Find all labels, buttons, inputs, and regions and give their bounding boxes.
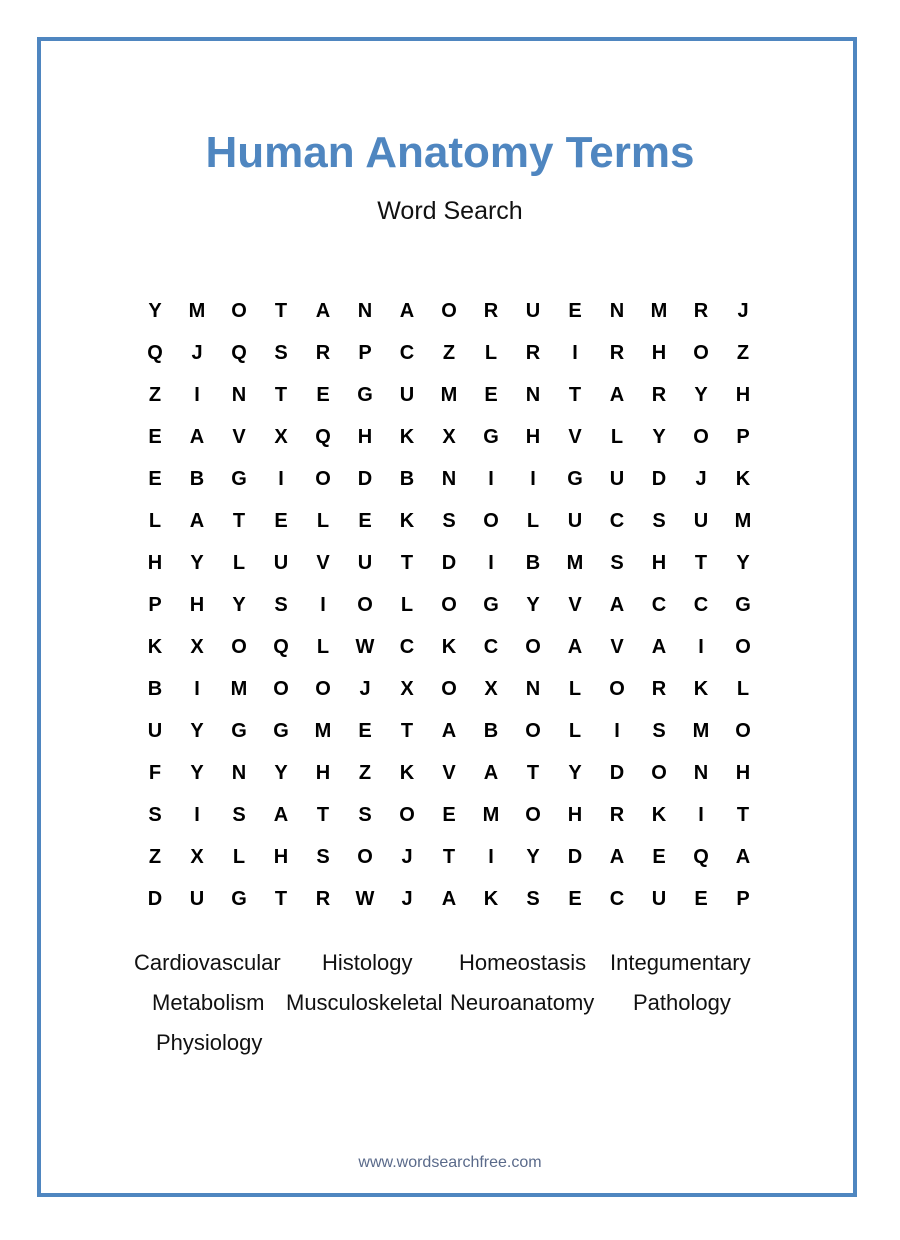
grid-cell: B [189, 467, 205, 490]
grid-cell: K [483, 887, 499, 910]
grid-cell: N [441, 467, 457, 490]
grid-cell: J [191, 341, 203, 364]
grid-cell: Q [147, 341, 163, 364]
grid-cell: X [190, 845, 204, 868]
grid-cell: E [568, 887, 582, 910]
grid-cell: S [316, 845, 330, 868]
grid-cell: R [651, 677, 667, 700]
grid-cell: X [400, 677, 414, 700]
grid-cell: I [278, 467, 284, 490]
grid-cell: P [736, 425, 750, 448]
grid-cell: Y [526, 845, 540, 868]
grid-cell: A [609, 383, 625, 406]
grid-cell: K [693, 677, 709, 700]
grid-cell: M [650, 299, 668, 322]
grid-cell: I [488, 551, 494, 574]
grid-cell: O [399, 803, 415, 826]
grid-cell: O [357, 593, 373, 616]
grid-cell: R [525, 341, 541, 364]
grid-cell: G [735, 593, 751, 616]
grid-cell: A [567, 635, 583, 658]
grid-cell: U [189, 887, 205, 910]
grid-cell: O [231, 299, 247, 322]
grid-cell: K [441, 635, 457, 658]
grid-cell: O [315, 677, 331, 700]
grid-cell: M [482, 803, 500, 826]
grid-cell: Y [652, 425, 666, 448]
grid-cell: J [737, 299, 749, 322]
grid-cell: S [232, 803, 246, 826]
grid-cell: T [274, 383, 288, 406]
grid-cell: N [693, 761, 709, 784]
grid-cell: X [442, 425, 456, 448]
grid-cell: Z [358, 761, 372, 784]
grid-cell: X [190, 635, 204, 658]
grid-cell: D [147, 887, 163, 910]
grid-cell: E [568, 299, 582, 322]
grid-cell: G [567, 467, 583, 490]
word-musculoskeletal: Musculoskeletal [286, 990, 443, 1015]
grid-cell: T [232, 509, 246, 532]
grid-cell: H [189, 593, 205, 616]
grid-cell: U [357, 551, 373, 574]
grid-cell: A [273, 803, 289, 826]
grid-cell: W [355, 635, 375, 658]
grid-cell: C [609, 509, 625, 532]
grid-cell: H [735, 761, 751, 784]
grid-cell: H [525, 425, 541, 448]
grid-cell: P [148, 593, 162, 616]
grid-cell: S [652, 509, 666, 532]
grid-cell: T [316, 803, 330, 826]
grid-cell: H [315, 761, 331, 784]
letter-grid [134, 290, 764, 920]
grid-cell: T [400, 719, 414, 742]
grid-cell: L [610, 425, 624, 448]
word-homeostasis: Homeostasis [459, 950, 587, 975]
grid-cell: R [693, 299, 709, 322]
grid-cell: T [694, 551, 708, 574]
grid-cell: L [484, 341, 498, 364]
grid-cell: I [614, 719, 620, 742]
grid-cell: S [652, 719, 666, 742]
grid-cell: I [194, 383, 200, 406]
grid-cell: O [525, 635, 541, 658]
grid-cell: A [189, 509, 205, 532]
page-title: Human Anatomy Terms [205, 128, 695, 177]
grid-cell: Y [526, 593, 540, 616]
grid-cell: Z [148, 845, 162, 868]
grid-cell: G [231, 467, 247, 490]
grid-cell: L [148, 509, 162, 532]
grid-cell: L [736, 677, 750, 700]
grid-cell: F [148, 761, 162, 784]
grid-cell: I [488, 845, 494, 868]
grid-cell: Q [231, 341, 247, 364]
grid-cell: M [734, 509, 752, 532]
grid-cell: V [232, 425, 246, 448]
grid-cell: O [525, 803, 541, 826]
grid-cell: A [441, 719, 457, 742]
grid-cell: G [273, 719, 289, 742]
grid-cell: E [652, 845, 666, 868]
word-integumentary: Integumentary [610, 950, 751, 975]
grid-cell: Y [232, 593, 246, 616]
grid-cell: S [358, 803, 372, 826]
grid-cell: R [483, 299, 499, 322]
grid-cell: L [232, 551, 246, 574]
footer-url: www.wordsearchfree.com [358, 1154, 542, 1171]
grid-cell: R [609, 341, 625, 364]
grid-cell: O [651, 761, 667, 784]
grid-cell: K [399, 761, 415, 784]
grid-cell: D [609, 761, 625, 784]
grid-cell: Y [736, 551, 750, 574]
grid-cell: I [698, 635, 704, 658]
grid-cell: T [274, 887, 288, 910]
grid-cell: G [483, 425, 499, 448]
grid-cell: M [692, 719, 710, 742]
grid-cell: S [610, 551, 624, 574]
grid-cell: T [526, 761, 540, 784]
grid-cell: R [609, 803, 625, 826]
grid-cell: U [525, 299, 541, 322]
grid-cell: Z [148, 383, 162, 406]
grid-cell: O [693, 425, 709, 448]
grid-cell: L [526, 509, 540, 532]
grid-cell: H [567, 803, 583, 826]
grid-cell: Y [190, 719, 204, 742]
grid-cell: S [274, 593, 288, 616]
grid-cell: V [610, 635, 624, 658]
grid-cell: H [357, 425, 373, 448]
grid-cell: T [442, 845, 456, 868]
grid-cell: U [651, 887, 667, 910]
grid-cell: V [568, 425, 582, 448]
grid-cell: H [735, 383, 751, 406]
grid-cell: G [483, 593, 499, 616]
grid-cell: J [401, 887, 413, 910]
grid-cell: E [484, 383, 498, 406]
grid-cell: Q [693, 845, 709, 868]
grid-cell: R [651, 383, 667, 406]
grid-cell: C [399, 341, 415, 364]
grid-cell: R [315, 341, 331, 364]
grid-cell: E [316, 383, 330, 406]
grid-cell: U [609, 467, 625, 490]
grid-cell: O [441, 677, 457, 700]
page-subtitle: Word Search [377, 197, 523, 225]
grid-cell: B [525, 551, 541, 574]
grid-cell: B [483, 719, 499, 742]
grid-cell: C [483, 635, 499, 658]
grid-cell: N [525, 383, 541, 406]
grid-cell: T [274, 299, 288, 322]
grid-cell: I [698, 803, 704, 826]
grid-cell: O [315, 467, 331, 490]
grid-cell: O [273, 677, 289, 700]
grid-cell: E [358, 509, 372, 532]
grid-cell: C [609, 887, 625, 910]
grid-cell: Y [190, 551, 204, 574]
grid-cell: O [441, 593, 457, 616]
grid-cell: O [735, 719, 751, 742]
word-histology: Histology [322, 950, 413, 975]
grid-cell: V [316, 551, 330, 574]
grid-cell: U [273, 551, 289, 574]
grid-cell: Q [273, 635, 289, 658]
grid-cell: D [651, 467, 667, 490]
grid-cell: S [148, 803, 162, 826]
grid-cell: H [147, 551, 163, 574]
grid-cell: Y [148, 299, 162, 322]
grid-cell: P [358, 341, 372, 364]
grid-cell: E [358, 719, 372, 742]
grid-cell: B [147, 677, 163, 700]
grid-cell: R [315, 887, 331, 910]
grid-cell: O [483, 509, 499, 532]
grid-cell: G [357, 383, 373, 406]
word-metabolism: Metabolism [152, 990, 265, 1015]
grid-cell: Q [315, 425, 331, 448]
grid-cell: G [231, 719, 247, 742]
grid-cell: O [609, 677, 625, 700]
grid-cell: Y [568, 761, 582, 784]
grid-cell: D [357, 467, 373, 490]
grid-cell: Y [274, 761, 288, 784]
grid-cell: C [399, 635, 415, 658]
grid-cell: E [442, 803, 456, 826]
grid-cell: E [274, 509, 288, 532]
word-neuroanatomy: Neuroanatomy [450, 990, 595, 1015]
grid-cell: M [188, 299, 206, 322]
grid-cell: I [194, 803, 200, 826]
grid-cell: T [568, 383, 582, 406]
grid-cell: K [651, 803, 667, 826]
grid-cell: A [609, 593, 625, 616]
grid-cell: D [567, 845, 583, 868]
grid-cell: W [355, 887, 375, 910]
grid-cell: Z [442, 341, 456, 364]
grid-cell: C [651, 593, 667, 616]
grid-cell: I [488, 467, 494, 490]
grid-cell: A [189, 425, 205, 448]
grid-cell: J [401, 845, 413, 868]
grid-cell: I [194, 677, 200, 700]
grid-cell: X [274, 425, 288, 448]
grid-cell: O [735, 635, 751, 658]
grid-cell: A [651, 635, 667, 658]
grid-cell: I [530, 467, 536, 490]
grid-cell: U [147, 719, 163, 742]
grid-cell: L [316, 509, 330, 532]
grid-cell: X [484, 677, 498, 700]
grid-cell: O [231, 635, 247, 658]
grid-cell: T [736, 803, 750, 826]
grid-cell: G [231, 887, 247, 910]
grid-cell: S [526, 887, 540, 910]
grid-cell: B [399, 467, 415, 490]
grid-cell: J [359, 677, 371, 700]
grid-cell: Y [694, 383, 708, 406]
grid-cell: N [357, 299, 373, 322]
grid-cell: N [609, 299, 625, 322]
grid-cell: H [651, 341, 667, 364]
grid-cell: S [274, 341, 288, 364]
grid-cell: I [572, 341, 578, 364]
grid-cell: A [315, 299, 331, 322]
grid-cell: N [525, 677, 541, 700]
grid-cell: M [314, 719, 332, 742]
grid-cell: O [441, 299, 457, 322]
grid-cell: V [442, 761, 456, 784]
grid-cell: J [695, 467, 707, 490]
grid-cell: N [231, 761, 247, 784]
grid-cell: U [567, 509, 583, 532]
grid-cell: E [148, 425, 162, 448]
grid-cell: A [609, 845, 625, 868]
grid-cell: M [566, 551, 584, 574]
grid-cell: T [400, 551, 414, 574]
grid-cell: K [147, 635, 163, 658]
grid-cell: E [148, 467, 162, 490]
grid-cell: L [568, 719, 582, 742]
grid-cell: A [735, 845, 751, 868]
grid-cell: H [273, 845, 289, 868]
grid-cell: I [320, 593, 326, 616]
grid-cell: L [568, 677, 582, 700]
grid-cell: Z [736, 341, 750, 364]
word-physiology: Physiology [156, 1030, 263, 1055]
grid-cell: M [230, 677, 248, 700]
grid-cell: S [442, 509, 456, 532]
grid-cell: K [399, 425, 415, 448]
grid-cell: K [735, 467, 751, 490]
grid-cell: O [693, 341, 709, 364]
grid-cell: N [231, 383, 247, 406]
grid-cell: P [736, 887, 750, 910]
grid-cell: D [441, 551, 457, 574]
grid-cell: A [441, 887, 457, 910]
grid-cell: C [693, 593, 709, 616]
grid-cell: L [232, 845, 246, 868]
grid-cell: U [693, 509, 709, 532]
grid-cell: H [651, 551, 667, 574]
grid-cell: A [399, 299, 415, 322]
word-cardiovascular: Cardiovascular [134, 950, 281, 975]
grid-cell: A [483, 761, 499, 784]
grid-cell: U [399, 383, 415, 406]
grid-cell: O [357, 845, 373, 868]
grid-cell: Y [190, 761, 204, 784]
grid-cell: E [694, 887, 708, 910]
grid-cell: K [399, 509, 415, 532]
grid-cell: V [568, 593, 582, 616]
grid-cell: L [400, 593, 414, 616]
grid-cell: O [525, 719, 541, 742]
grid-cell: M [440, 383, 458, 406]
word-pathology: Pathology [633, 990, 731, 1015]
grid-cell: L [316, 635, 330, 658]
